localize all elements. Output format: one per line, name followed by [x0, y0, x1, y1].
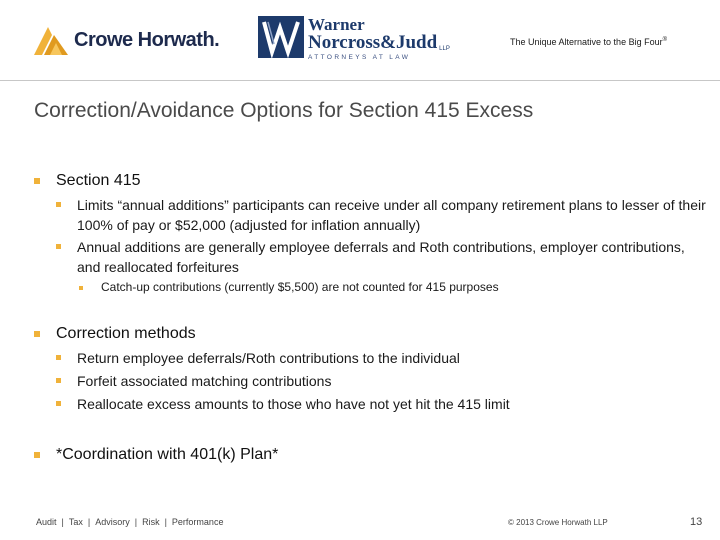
list-item	[56, 195, 706, 235]
bullet-icon	[34, 452, 40, 458]
list-item	[56, 371, 706, 391]
footer-separator: |	[164, 517, 167, 527]
footer-item-risk: Risk	[142, 517, 160, 527]
bullet-icon	[56, 244, 61, 249]
warner-norcross-judd-logo	[258, 16, 450, 62]
crowe-horwath-logo-text: Crowe Horwath.	[74, 28, 220, 51]
header-divider	[0, 80, 720, 81]
wnj-logo-line3: ATTORNEYS AT LAW	[308, 54, 411, 61]
warner-norcross-judd-logo-icon	[258, 16, 304, 58]
section-heading-text: Correction methods	[56, 325, 196, 342]
footer-item-audit: Audit	[36, 517, 57, 527]
list-item	[56, 237, 706, 277]
section-heading-text: Section 415	[56, 172, 141, 189]
footer-item-advisory: Advisory	[95, 517, 130, 527]
list-item-text: Forfeit associated matching contributions	[77, 373, 332, 389]
sub-list-item-text: Catch-up contributions (currently $5,500) are not counted for 415 purposes	[101, 280, 499, 294]
slide-title: Correction/Avoidance Options for Section 415 Excess	[34, 99, 534, 122]
footer-copyright: © 2013 Crowe Horwath LLP	[508, 518, 608, 527]
header-tagline-text: The Unique Alternative to the Big Four	[510, 37, 663, 47]
bullet-icon	[56, 355, 61, 360]
registered-mark: ®	[662, 37, 668, 43]
footer-separator: |	[134, 517, 138, 527]
section-heading	[34, 446, 278, 464]
bullet-icon	[34, 178, 40, 184]
bullet-icon	[34, 331, 40, 337]
bullet-icon	[56, 401, 61, 406]
list-item	[56, 394, 706, 414]
bullet-icon	[56, 378, 61, 383]
list-item	[56, 348, 706, 368]
section-heading-text: *Coordination with 401(k) Plan*	[56, 446, 279, 463]
wnj-logo-line2-text: Norcross&Judd	[308, 32, 438, 53]
page-number: 13	[690, 516, 703, 528]
footer-separator: |	[61, 517, 64, 527]
bullet-icon	[79, 286, 83, 290]
footer-separator: |	[87, 517, 91, 527]
wnj-logo-line1: Warner	[308, 15, 365, 34]
bullet-icon	[56, 202, 61, 207]
footer-item-tax: Tax	[68, 517, 83, 527]
crowe-horwath-logo	[34, 24, 219, 56]
header-tagline	[510, 37, 667, 47]
sub-list-item	[79, 280, 699, 294]
list-item-text: Return employee deferrals/Roth contributions to the individual	[77, 350, 460, 366]
list-item-text: Limits “annual additions” participants can receive under all company retirement plans to lesser of their 100% of pay or $52,000 (adjusted for inflation annually)	[77, 197, 706, 233]
list-item-text: Reallocate excess amounts to those who have not yet hit the 415 limit	[77, 396, 510, 412]
wnj-logo-llp: LLP	[439, 46, 450, 52]
list-item-text: Annual additions are generally employee deferrals and Roth contributions, employer contributions, and reallocated forfeitures	[77, 239, 685, 275]
crowe-horwath-logo-icon	[34, 25, 68, 55]
section-heading	[34, 172, 141, 190]
wnj-logo-line2	[308, 33, 450, 52]
footer-item-performance: Performance	[171, 517, 224, 527]
footer-service-lines	[36, 517, 223, 527]
section-heading	[34, 325, 196, 343]
